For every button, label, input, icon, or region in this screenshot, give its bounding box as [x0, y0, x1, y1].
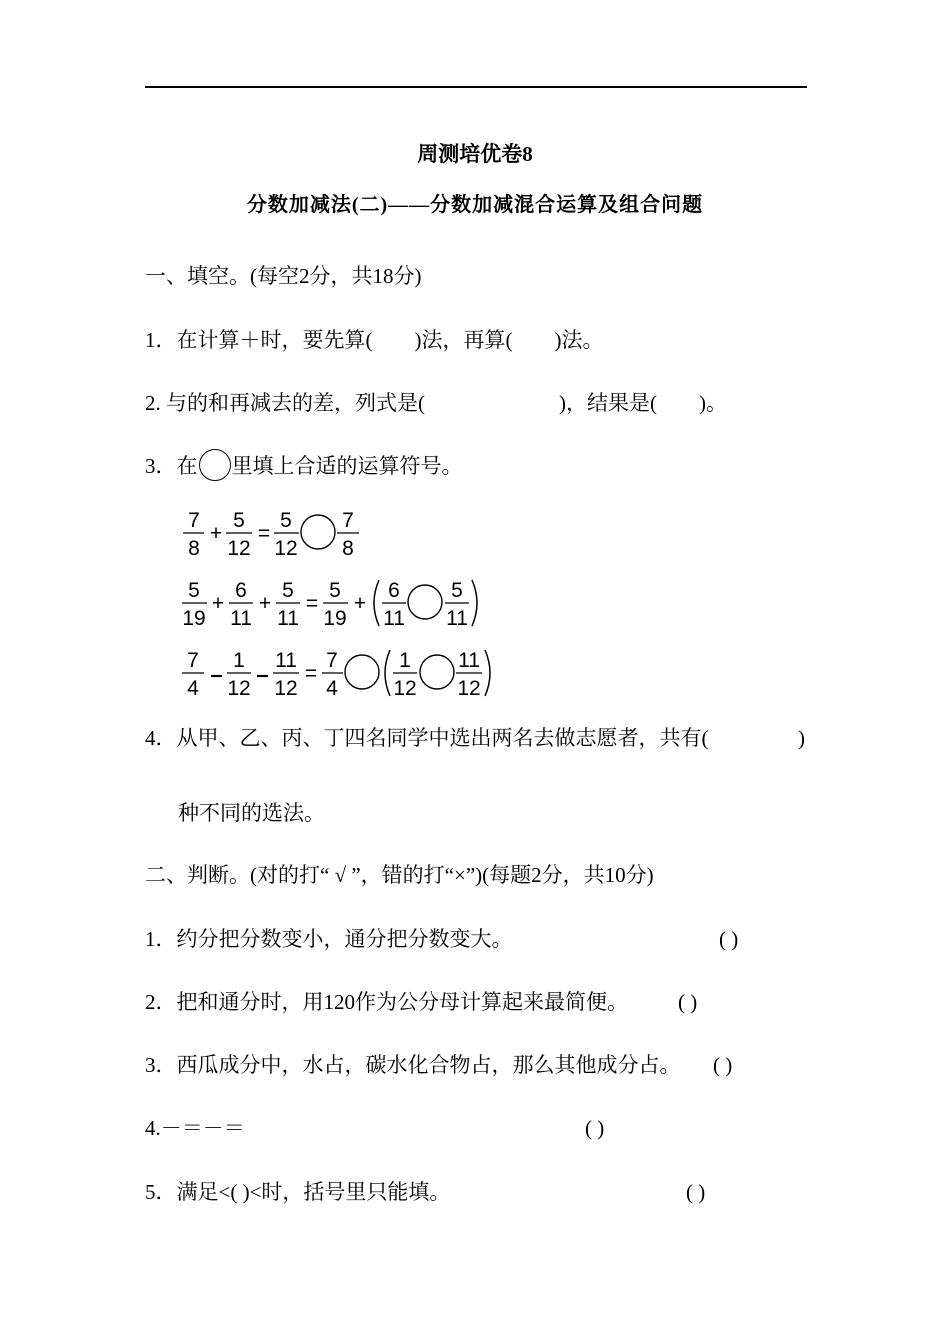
page-subtitle: 分数加减法(二)——分数加减混合运算及组合问题	[246, 194, 704, 216]
svg-text:1: 1	[399, 649, 411, 672]
eq3-left-paren	[385, 650, 390, 696]
eq3-equals: =	[304, 662, 318, 685]
eq2-frac-5-11	[276, 579, 300, 630]
eq3-operator-circle-2[interactable]	[420, 655, 454, 689]
eq2-frac-6-11b	[382, 579, 406, 630]
eq3-operator-circle-1[interactable]	[345, 655, 379, 689]
judge-item-1-bracket[interactable]: ( )	[719, 927, 739, 951]
svg-text:7: 7	[187, 649, 199, 672]
svg-text:11: 11	[383, 607, 405, 630]
eq2-plus-1: +	[211, 592, 225, 615]
eq2-operator-circle[interactable]	[408, 585, 442, 619]
eq2-frac-5-19b	[323, 579, 348, 630]
equation-1-svg	[182, 500, 502, 564]
svg-text:12: 12	[274, 537, 298, 560]
eq1-frac-7-8	[183, 509, 204, 560]
q1-text-mid: )法，再算(	[414, 328, 513, 352]
svg-text:4: 4	[326, 677, 338, 700]
q4-text-line1: 4．从甲、乙、丙、丁四名同学中选出两名去做志愿者，共有(	[145, 726, 709, 750]
judge-item-3-bracket[interactable]: ( )	[713, 1053, 733, 1077]
equation-3	[182, 640, 522, 704]
eq3-frac-11-12b	[456, 649, 482, 700]
eq3-frac-1-12	[227, 649, 251, 700]
svg-text:5: 5	[280, 509, 292, 532]
eq2-plus-3: +	[353, 592, 367, 615]
svg-text:5: 5	[282, 579, 294, 602]
equation-1	[182, 500, 502, 564]
equation-3-svg	[182, 640, 522, 704]
question-1-1	[145, 326, 604, 354]
eq1-plus: +	[209, 522, 223, 545]
judge-item-4-bracket[interactable]: ( )	[585, 1116, 605, 1140]
svg-text:12: 12	[393, 677, 417, 700]
eq3-right-paren	[485, 650, 490, 696]
eq3-frac-7-4	[182, 649, 204, 700]
svg-text:6: 6	[388, 579, 400, 602]
judge-item-1-text: 1．约分把分数变小，通分把分数变大。	[145, 927, 513, 951]
svg-text:4: 4	[187, 677, 199, 700]
eq1-num: 7	[188, 509, 200, 532]
question-1-4	[145, 724, 709, 752]
eq3-frac-7-4b	[322, 649, 343, 700]
svg-text:5: 5	[329, 579, 341, 602]
eq1-frac-7-8b	[337, 509, 359, 560]
eq1-den: 8	[188, 537, 200, 560]
question-1-2	[145, 389, 727, 417]
q3-text-pre: 3．在	[145, 454, 198, 478]
judge-item-3-text: 3．西瓜成分中，水占，碳水化合物占，那么其他成分占。	[145, 1053, 681, 1077]
question-1-3	[145, 452, 463, 484]
judge-item-5-text: 5．满足<( )<时，括号里只能填。	[145, 1180, 451, 1204]
eq2-frac-5-11b	[445, 579, 469, 630]
eq3-frac-1-12b	[393, 649, 417, 700]
q3-text-post: 里填上合适的运算符号。	[231, 454, 463, 478]
eq1-equals: =	[257, 522, 271, 545]
svg-text:19: 19	[323, 607, 347, 630]
eq1-frac-5-12b	[274, 509, 299, 560]
q2-text-post: )。	[699, 391, 727, 415]
svg-text:19: 19	[182, 607, 206, 630]
q2-text-pre: 2. 与的和再减去的差，列式是(	[145, 391, 425, 415]
judge-item-2-bracket[interactable]: ( )	[678, 990, 698, 1014]
svg-text:6: 6	[235, 579, 247, 602]
svg-text:5: 5	[451, 579, 463, 602]
svg-text:12: 12	[227, 537, 251, 560]
svg-text:12: 12	[457, 677, 481, 700]
equation-2	[182, 570, 522, 634]
judge-item-5-bracket[interactable]: ( )	[686, 1180, 706, 1204]
svg-text:8: 8	[342, 537, 354, 560]
judge-item-2-text: 2．把和通分时，用120作为公分母计算起来最简便。	[145, 990, 628, 1014]
svg-text:12: 12	[227, 677, 251, 700]
equation-2-svg	[182, 570, 522, 634]
circle-icon	[199, 449, 231, 481]
eq2-left-paren	[374, 580, 379, 626]
eq2-frac-5-19	[182, 579, 207, 630]
svg-text:11: 11	[277, 607, 299, 630]
svg-text:11: 11	[230, 607, 252, 630]
q4-text-line2: 种不同的选法。	[178, 801, 325, 825]
svg-text:5: 5	[188, 579, 200, 602]
svg-text:5: 5	[233, 509, 245, 532]
svg-text:12: 12	[274, 677, 298, 700]
eq3-frac-11-12	[273, 649, 299, 700]
top-rule	[145, 86, 807, 88]
eq2-plus-2: +	[258, 592, 272, 615]
eq2-frac-6-11	[229, 579, 253, 630]
q4-paren-close: )	[798, 726, 805, 750]
q2-text-mid: )，结果是(	[559, 391, 657, 415]
q1-text-post: )法。	[554, 328, 604, 352]
svg-text:11: 11	[275, 649, 297, 672]
eq1-frac-5-12	[226, 509, 252, 560]
svg-text:11: 11	[458, 649, 480, 672]
page-title: 周测培优卷8	[417, 142, 533, 166]
eq2-equals: =	[305, 592, 319, 615]
section1-heading: 一、填空。(每空2分，共18分)	[145, 264, 422, 288]
eq1-operator-circle[interactable]	[301, 515, 335, 549]
q1-text-pre: 1．在计算＋时，要先算(	[145, 328, 373, 352]
svg-text:11: 11	[446, 607, 468, 630]
svg-text:7: 7	[326, 649, 338, 672]
judge-item-4-text: 4.－＝－＝	[145, 1116, 245, 1140]
svg-text:1: 1	[233, 649, 245, 672]
svg-text:7: 7	[342, 509, 354, 532]
eq2-right-paren	[472, 580, 477, 626]
section2-heading: 二、判断。(对的打“ √ ”，错的打“×”)(每题2分，共10分)	[145, 863, 654, 887]
